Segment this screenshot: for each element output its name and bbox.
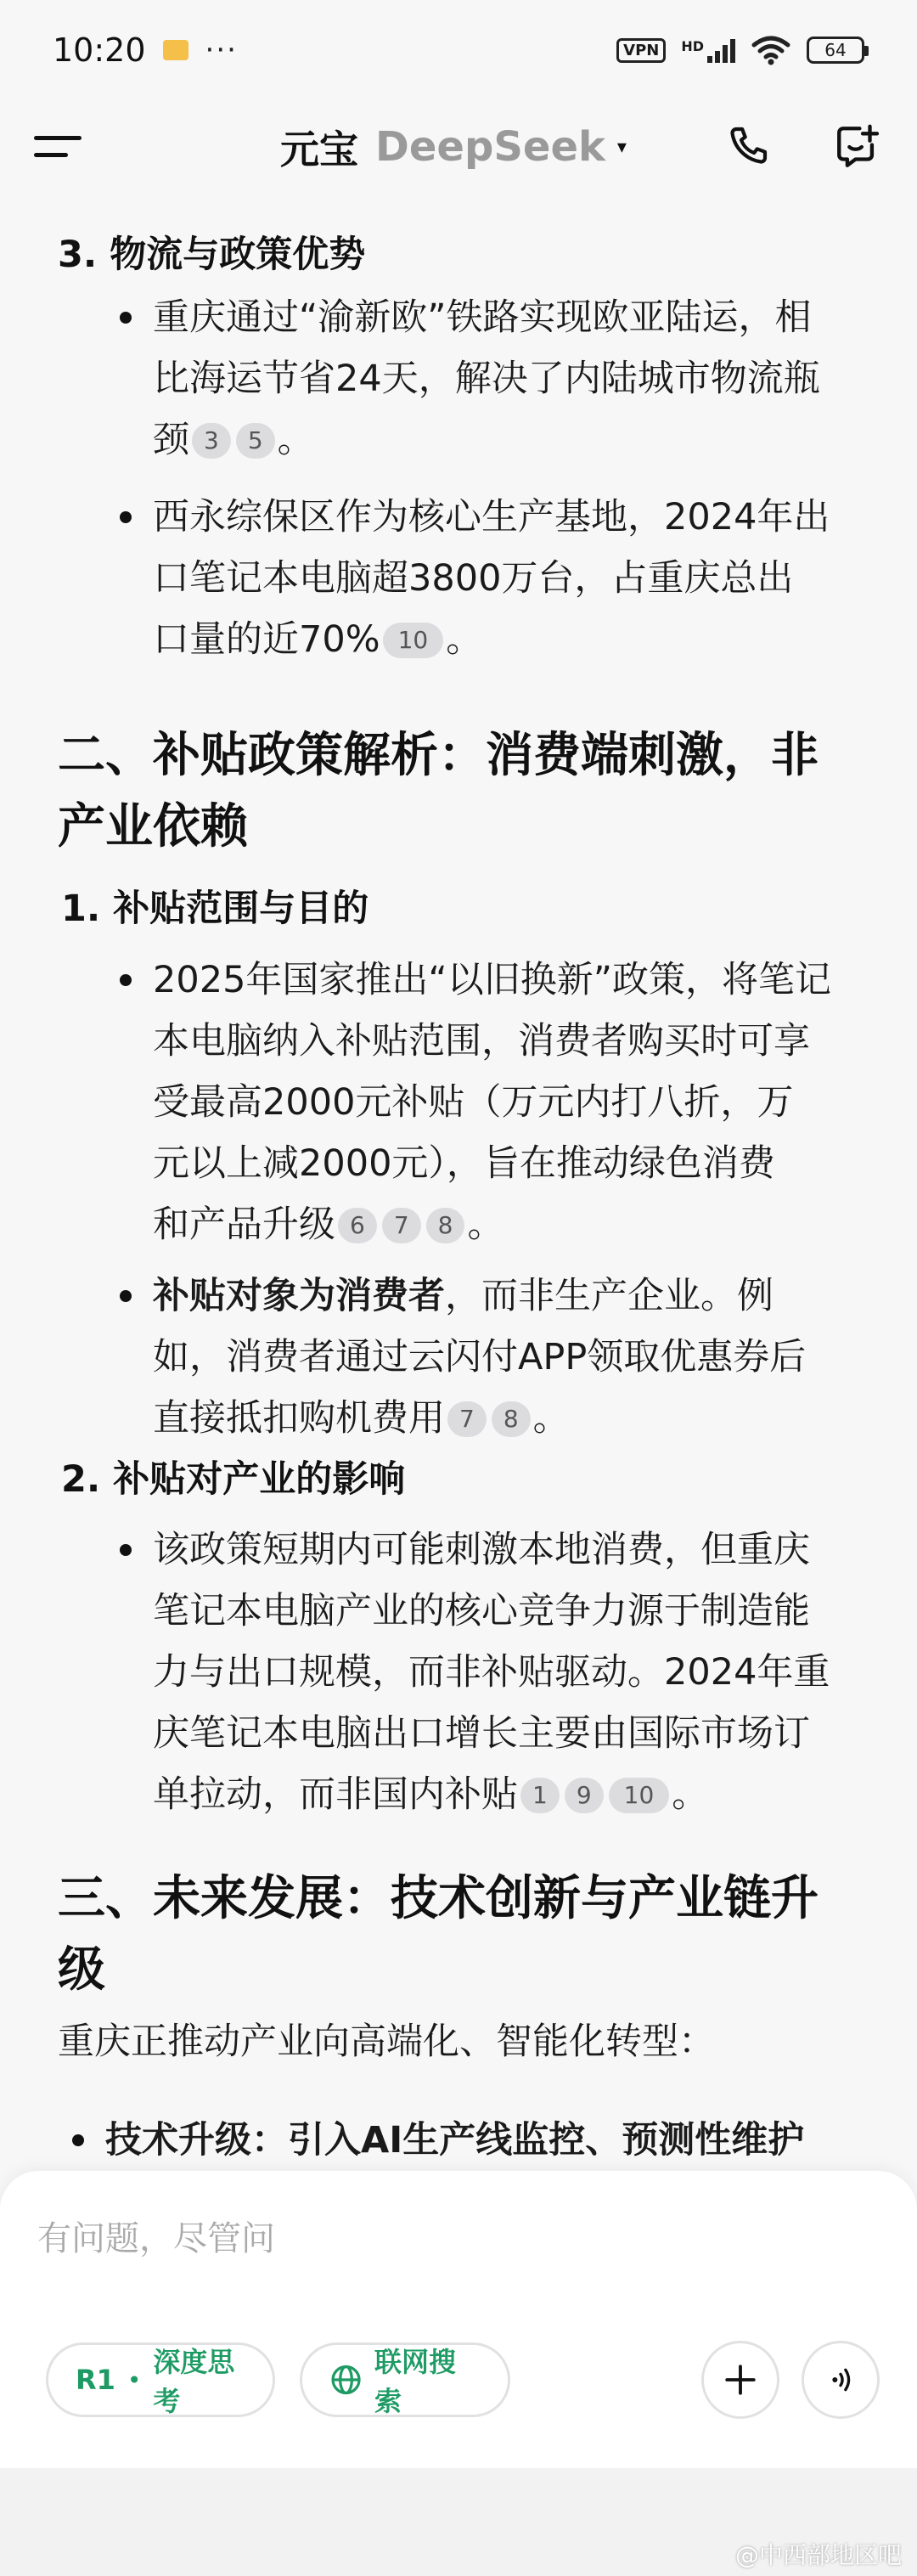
text-span: 和产品升级 bbox=[153, 1203, 335, 1246]
text-line: 口笔记本电脑超3800万台，占重庆总出 bbox=[153, 557, 794, 600]
text-span: 单拉动，而非国内补贴 bbox=[153, 1773, 518, 1816]
chevron-down-icon: ▾ bbox=[616, 136, 627, 158]
text-span: 。 bbox=[532, 1397, 570, 1440]
new-chat-icon bbox=[833, 122, 882, 172]
plus-icon bbox=[723, 2362, 758, 2398]
globe-icon bbox=[329, 2363, 363, 2397]
list-item bbox=[153, 487, 883, 670]
text-span: 。 bbox=[467, 1203, 504, 1246]
message-notification-icon bbox=[163, 40, 188, 60]
text-span: 颈 bbox=[153, 419, 189, 461]
separator-dot: • bbox=[127, 2365, 142, 2394]
new-chat-button[interactable] bbox=[832, 121, 883, 172]
bullet-dot bbox=[120, 1544, 132, 1556]
battery-icon: 64 bbox=[807, 37, 864, 64]
citation-badge[interactable]: 5 bbox=[236, 423, 275, 459]
phone-icon bbox=[723, 123, 771, 171]
signal-icon bbox=[707, 37, 735, 63]
bullet-dot bbox=[120, 1290, 132, 1302]
r1-tag: R1 bbox=[76, 2364, 115, 2396]
heading-line: 二、补贴政策解析：消费端刺激，非 bbox=[58, 728, 819, 783]
web-search-label: 联网搜索 bbox=[374, 2346, 457, 2417]
chat-input[interactable] bbox=[37, 2205, 869, 2273]
text-line: 比海运节省24天，解决了内陆城市物流瓶 bbox=[153, 358, 820, 400]
text-span: 。 bbox=[446, 618, 483, 661]
header-actions bbox=[722, 121, 883, 172]
status-icons bbox=[616, 35, 864, 65]
bold-text: 补贴对象为消费者 bbox=[153, 1275, 445, 1317]
chat-message-content bbox=[0, 194, 917, 2173]
app-header bbox=[0, 100, 917, 194]
text-line: 该政策短期内可能刺激本地消费，但重庆 bbox=[153, 1529, 810, 1571]
text-line bbox=[153, 1388, 883, 1449]
bullet-dot bbox=[120, 511, 132, 523]
status-bar bbox=[0, 0, 917, 100]
text-line: 西永综保区作为核心生产基地，2024年出 bbox=[153, 496, 830, 538]
citation-badge[interactable]: 10 bbox=[609, 1778, 670, 1813]
section-heading: 3. 物流与政策优势 bbox=[58, 234, 366, 276]
deep-think-toggle[interactable] bbox=[46, 2342, 275, 2417]
text-line bbox=[153, 1194, 883, 1255]
citation-badge[interactable]: 3 bbox=[192, 423, 231, 459]
section-heading bbox=[58, 720, 890, 863]
list-item bbox=[153, 950, 883, 1255]
text-span: 口量的近70% bbox=[153, 618, 380, 661]
voice-input-button[interactable] bbox=[802, 2341, 880, 2419]
text-line: 如，消费者通过云闪付APP领取优惠券后 bbox=[153, 1336, 807, 1378]
heading-line: 级 bbox=[58, 1942, 105, 1998]
text-line: 重庆通过“渝新欧”铁路实现欧亚陆运，相 bbox=[153, 296, 812, 339]
wifi-icon bbox=[751, 35, 791, 65]
add-attachment-button[interactable] bbox=[701, 2341, 779, 2419]
text-line: 2025年国家推出“以旧换新”政策，将笔记 bbox=[153, 959, 831, 1001]
paragraph: 重庆正推动产业向高端化、智能化转型： bbox=[58, 2021, 715, 2063]
web-search-toggle[interactable] bbox=[300, 2342, 510, 2417]
status-time: 10:20 bbox=[53, 31, 146, 69]
list-item bbox=[153, 1519, 883, 1825]
hd-label: HD bbox=[681, 38, 704, 54]
text-line bbox=[153, 1265, 883, 1327]
bottom-safe-area bbox=[0, 2468, 917, 2576]
text-line: 庆笔记本电脑出口增长主要由国际市场订 bbox=[153, 1712, 810, 1755]
chat-input-panel bbox=[0, 2171, 917, 2468]
vpn-icon: VPN bbox=[616, 38, 666, 63]
bullet-dot bbox=[120, 312, 132, 324]
list-item: 技术升级：引入AI生产线监控、预测性维护 bbox=[105, 2119, 805, 2162]
text-line: 本电脑纳入补贴范围，消费者购买时可享 bbox=[153, 1020, 810, 1063]
text-line: 受最高2000元补贴（万元内打八折，万 bbox=[153, 1081, 794, 1124]
app-title: 元宝 bbox=[280, 127, 358, 172]
text-line: 元以上减2000元），旨在推动绿色消费 bbox=[153, 1142, 775, 1185]
citation-badge[interactable]: 7 bbox=[447, 1401, 487, 1437]
text-line: 笔记本电脑产业的核心竞争力源于制造能 bbox=[153, 1590, 810, 1632]
bullet-dot bbox=[72, 2134, 84, 2146]
subsection-heading: 1. 补贴范围与目的 bbox=[61, 888, 369, 930]
deep-think-label: 深度思考 bbox=[153, 2346, 235, 2417]
text-line bbox=[153, 409, 883, 471]
text-span: 直接抵扣购机费用 bbox=[153, 1397, 445, 1440]
text-line bbox=[153, 609, 883, 670]
citation-badge[interactable]: 6 bbox=[338, 1208, 377, 1243]
model-name: DeepSeek bbox=[375, 123, 605, 171]
citation-badge[interactable]: 1 bbox=[520, 1778, 560, 1813]
citation-badge[interactable]: 10 bbox=[383, 623, 444, 658]
text-span: ，而非生产企业。例 bbox=[445, 1275, 774, 1317]
model-selector[interactable] bbox=[280, 119, 627, 175]
more-notifications-icon: ··· bbox=[205, 33, 238, 67]
citation-badge[interactable]: 7 bbox=[382, 1208, 421, 1243]
bullet-dot bbox=[120, 974, 132, 986]
section-heading bbox=[58, 1863, 890, 2006]
citation-badge[interactable]: 9 bbox=[565, 1778, 604, 1813]
text-line: 力与出口规模，而非补贴驱动。2024年重 bbox=[153, 1651, 830, 1694]
text-span: 。 bbox=[277, 419, 314, 461]
citation-badge[interactable]: 8 bbox=[492, 1401, 531, 1437]
text-line bbox=[153, 1764, 883, 1825]
text-span: 。 bbox=[672, 1773, 709, 1816]
watermark: @中西部地区吧 bbox=[734, 2541, 902, 2569]
list-item bbox=[153, 287, 883, 471]
voice-icon bbox=[824, 2363, 858, 2397]
heading-line: 三、未来发展：技术创新与产业链升 bbox=[58, 1871, 819, 1926]
subsection-heading: 2. 补贴对产业的影响 bbox=[61, 1458, 406, 1501]
heading-line: 产业依赖 bbox=[58, 799, 248, 854]
menu-icon[interactable] bbox=[34, 131, 83, 163]
citation-badge[interactable]: 8 bbox=[426, 1208, 465, 1243]
list-item bbox=[153, 1265, 883, 1449]
phone-call-button[interactable] bbox=[722, 121, 773, 172]
